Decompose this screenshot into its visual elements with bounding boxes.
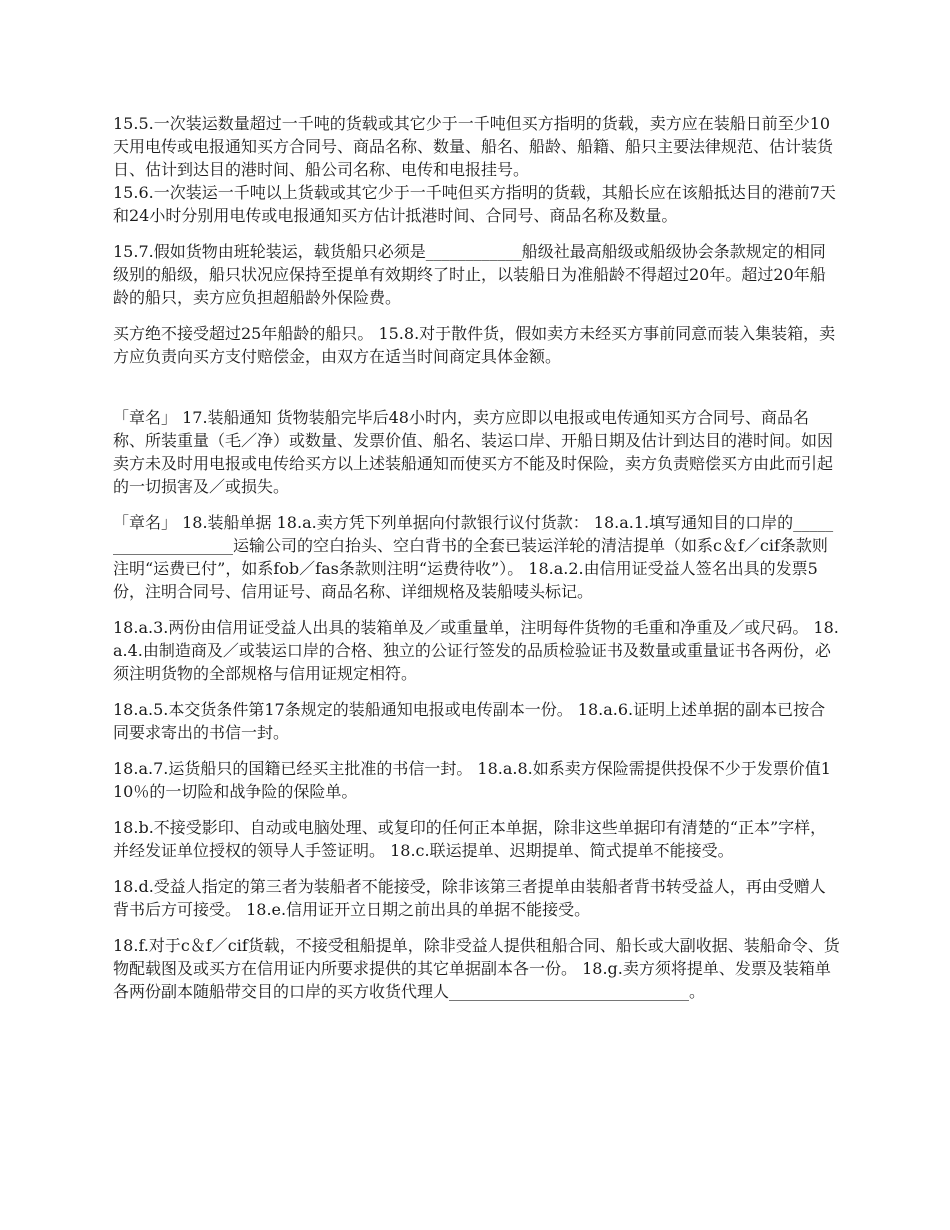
clause-18-a-7: 18.a.7.运货船只的国籍已经买主批准的书信一封。 18.a.8.如系卖方保险需提供投保不少于发票价值110％的一切险和战争险的保险单。 — [113, 759, 831, 801]
clause-18-b: 18.b.不接受影印、自动或电脑处理、或复印的任何正本单据，除非这些单据印有清楚的“正本”字样，并经发证单位授权的领导人手签证明。 18.c.联运提单、迟期提单、简式提单不能接受。 — [113, 818, 827, 860]
clause-18-f: 18.f.对于c＆f／cif货载，不接受租船提单，除非受益人提供租船合同、船长或大副收据、装船命令、货物配载图及或买方在信用证内所要求提供的其它单据副本各一份。 18.g.卖方须将提单、发票及装箱单各两份副本随船带交目的口岸的买方收货代理人______________________________。 — [113, 936, 840, 1001]
clause-15-8: 买方绝不接受超过25年船龄的船只。 15.8.对于散件货，假如卖方未经买方事前同意而装入集装箱，卖方应负责向买方支付赔偿金，由双方在适当时间商定具体金额。 — [113, 324, 836, 366]
clause-18-d: 18.d.受益人指定的第三者为装船者不能接受，除非该第三者提单由装船者背书转受益人，再由受赠人背书后方可接受。 18.e.信用证开立日期之前出具的单据不能接受。 — [113, 877, 826, 919]
clause-18-a-5: 18.a.5.本交货条件第17条规定的装船通知电报或电传副本一份。 18.a.6.证明上述单据的副本已按合同要求寄出的书信一封。 — [113, 700, 826, 742]
clause-18-a-3: 18.a.3.两份由信用证受益人出具的装箱单及／或重量单，注明每件货物的毛重和净重及／或尺码。 18.a.4.由制造商及／或装运口岸的合格、独立的公证行签发的品质检验证书及数量或重量证书各两份，必须注明货物的全部规格与信用证规定相符。 — [113, 618, 839, 683]
clause-15-5: 15.5.一次装运数量超过一千吨的货载或其它少于一千吨但买方指明的货载，卖方应在装船日前至少10天用电传或电报通知买方合同号、商品名称、数量、船名、船龄、船籍、船只主要法律规范、估计装货日、估计到达目的港时间、船公司名称、电传和电报挂号。 — [113, 114, 834, 179]
chapter-17-shipping-notice: 「章名」 17.装船通知 货物装船完毕后48小时内，卖方应即以电报或电传通知买方合同号、商品名称、所装重量（毛／净）或数量、发票价值、船名、装运口岸、开船日期及估计到达目的港时间。如因卖方未及时用电报或电传给买方以上述装船通知而使买方不能及时保险，卖方负责赔偿买方由此而引起的一切损害及／或损失。 — [113, 408, 834, 496]
clause-15-7: 15.7.假如货物由班轮装运，载货船只必须是____________船级社最高船级或船级协会条款规定的相同级别的船级，船只状况应保持至提单有效期终了时止，以装船日为准船龄不得超过20年。超过20年船龄的船只，卖方应负担超船龄外保险费。 — [113, 242, 826, 307]
document-page — [113, 112, 840, 1016]
clause-15-6: 15.6.一次装运一千吨以上货载或其它少于一千吨但买方指明的货载，其船长应在该船抵达目的港前7天和24小时分别用电传或电报通知买方估计抵港时间、合同号、商品名称及数量。 — [113, 183, 836, 225]
chapter-18-shipping-documents: 「章名」 18.装船单据 18.a.卖方凭下列单据向付款银行议付货款： 18.a.1.填写通知目的口岸的____________________运输公司的空白抬头、空白背书的全套已装运洋轮的清洁提单（如系c＆f／cif条款则注明“运费已付”，如系fob／fas条款则注明“运费待收”）。 18.a.2.由信用证受益人签名出具的发票5份，注明合同号、信用证号、商品名称、详细规格及装船唛头标记。 — [113, 513, 834, 601]
